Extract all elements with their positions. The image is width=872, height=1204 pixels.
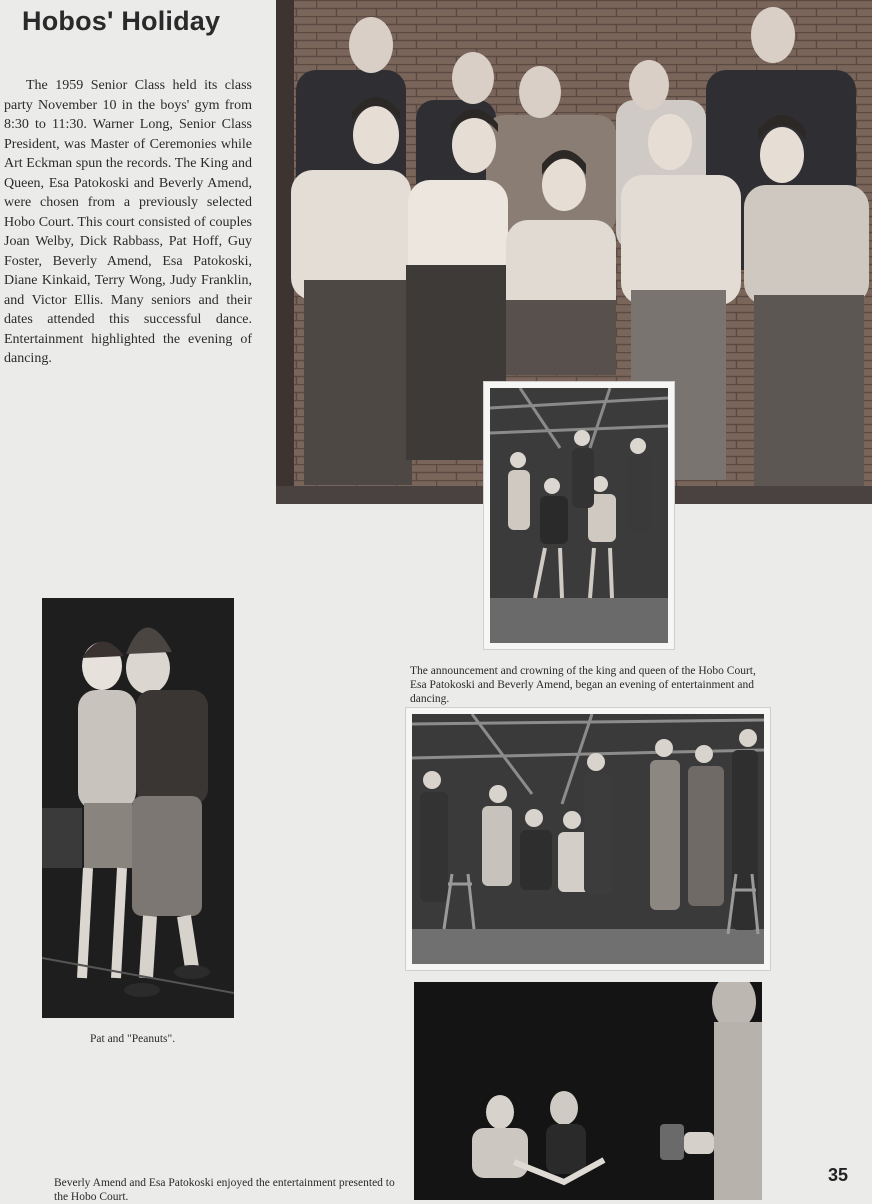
caption-crowning: The announcement and crowning of the king and queen of the Hobo Court, Esa Patokoski and Beverly Amend, began an evening of entertainment and dancing. bbox=[410, 665, 756, 705]
page-number: 35 bbox=[827, 1165, 848, 1185]
page-title: Hobos' Holiday bbox=[22, 6, 221, 36]
caption-entertainment: Beverly Amend and Esa Patokoski enjoyed the entertainment presented to the Hobo Court. bbox=[54, 1177, 395, 1203]
caption-dance: Pat and "Peanuts". bbox=[90, 1033, 176, 1045]
crowning-small-photo bbox=[484, 382, 674, 649]
dance-photo bbox=[42, 598, 234, 1018]
article-body: The 1959 Senior Class held its class party November 10 in the boys' gym from 8:30 to 11:30. Warner Long, Senior Class President, was Master of Ceremonies while Art Eckman spun the records. The King and Queen, Esa Patokoski and Beverly Amend, were chosen from a previously selected Hobo Court. This court consisted of couples Joan Welby, Dick Rabbass, Pat Hoff, Guy Foster, Beverly Amend, Esa Patokoski, Diane Kinkaid, Terry Wong, Judy Franklin, and Victor Ellis. Many seniors and their dates attended this successful dance. Entertainment highlighted the evening of dancing. bbox=[4, 78, 252, 366]
stage-entertainment-photo bbox=[406, 708, 770, 970]
hobo-court-entertainment-photo bbox=[414, 982, 762, 1200]
